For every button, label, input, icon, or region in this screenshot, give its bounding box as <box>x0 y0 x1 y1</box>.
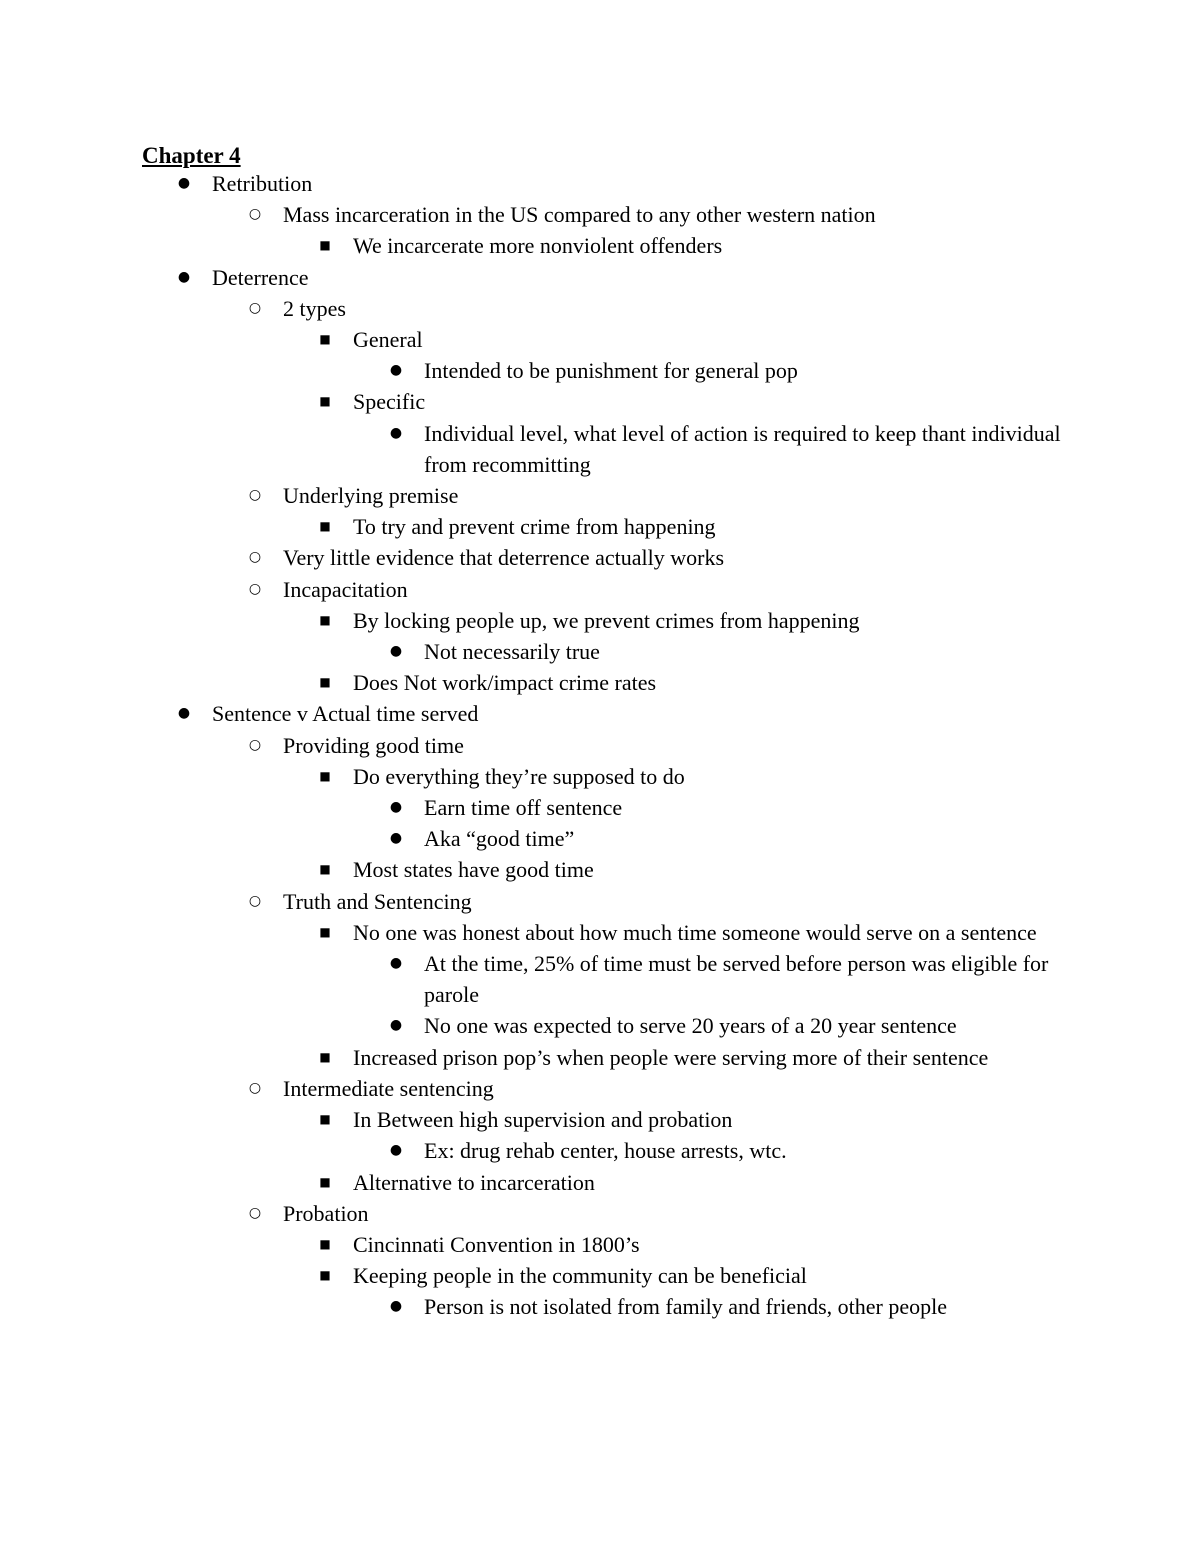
list-item-level-3 <box>0 792 1074 823</box>
bullet-icon: ○ <box>248 892 262 909</box>
list-item-level-1 <box>0 730 1200 761</box>
list-item-text: Person is not isolated from family and friends, other people <box>424 1294 947 1320</box>
bullet-icon: ■ <box>319 1268 331 1283</box>
list-item-text: No one was expected to serve 20 years of a 20 year sentence <box>424 1013 957 1039</box>
bullet-icon: ● <box>389 1142 403 1159</box>
bullet-icon: ■ <box>319 924 331 939</box>
bullet-icon: ■ <box>319 612 331 627</box>
list-item-text: No one was honest about how much time someone would serve on a sentence <box>353 919 1037 945</box>
list-item-level-2 <box>0 1229 1200 1260</box>
list-item-text: General <box>353 327 423 353</box>
list-item-text: Most states have good time <box>353 857 594 883</box>
list-item-text: Alternative to incarceration <box>353 1169 595 1195</box>
list-item-level-3 <box>0 1135 1074 1166</box>
bullet-icon: ● <box>389 799 403 816</box>
list-item-text: Not necessarily true <box>424 639 600 665</box>
bullet-icon: ○ <box>248 580 262 597</box>
bullet-icon: ● <box>177 268 191 285</box>
list-item-level-1 <box>0 480 1200 511</box>
list-item-level-1 <box>0 542 1200 573</box>
list-item-text: 2 types <box>283 295 346 321</box>
bullet-icon: ● <box>389 955 403 972</box>
list-item-text: Ex: drug rehab center, house arrests, wtc. <box>424 1138 787 1164</box>
list-item-text: We incarcerate more nonviolent offenders <box>353 233 723 259</box>
list-item-level-1 <box>0 199 1200 230</box>
list-item-level-3 <box>0 948 1074 1010</box>
bullet-icon: ■ <box>319 1049 331 1064</box>
list-item-text: Aka “good time” <box>424 826 575 852</box>
list-item-level-2 <box>0 386 1200 417</box>
list-item-text: Incapacitation <box>283 576 408 602</box>
bullet-icon: ● <box>389 424 403 441</box>
bullet-icon: ● <box>389 830 403 847</box>
list-item-level-2 <box>0 917 1073 948</box>
list-item-level-2 <box>0 230 1200 261</box>
list-item-level-2 <box>0 1104 1200 1135</box>
bullet-icon: ■ <box>319 1236 331 1251</box>
bullet-icon: ■ <box>319 1112 331 1127</box>
bullet-icon: ■ <box>319 768 331 783</box>
bullet-icon: ● <box>177 175 191 191</box>
list-item-text: Probation <box>283 1200 369 1226</box>
bullet-icon: ● <box>177 705 191 722</box>
list-item-level-2 <box>0 761 1200 792</box>
bullet-icon: ○ <box>248 1204 262 1221</box>
list-item-level-2 <box>0 605 1200 636</box>
list-item-level-2 <box>0 511 1200 542</box>
list-item-level-1 <box>0 886 1200 917</box>
bullet-icon: ● <box>389 1298 403 1315</box>
bullet-icon: ○ <box>248 736 262 753</box>
list-item-level-3 <box>0 1010 1074 1041</box>
bullet-icon: ○ <box>248 1079 262 1096</box>
list-item-level-1 <box>0 574 1200 605</box>
bullet-icon: ○ <box>248 549 262 566</box>
list-item-level-2 <box>0 1167 1200 1198</box>
list-item-text: Underlying premise <box>283 483 459 509</box>
list-item-level-1 <box>0 293 1200 324</box>
bullet-icon: ■ <box>319 332 331 347</box>
notes-outline <box>0 168 1200 1323</box>
list-item-text: Increased prison pop’s when people were serving more of their sentence <box>353 1044 989 1070</box>
list-item-text: Deterrence <box>212 264 309 290</box>
list-item-level-3 <box>0 1291 1074 1322</box>
bullet-icon: ■ <box>319 394 331 409</box>
bullet-icon: ■ <box>319 238 331 253</box>
list-item-text: Does Not work/impact crime rates <box>353 670 657 696</box>
list-item-text: At the time, 25% of time must be served before person was eligible for parole <box>424 951 1049 1008</box>
list-item-level-0 <box>0 168 1200 199</box>
bullet-icon: ○ <box>248 206 262 223</box>
list-item-text: Intended to be punishment for general pop <box>424 358 798 384</box>
bullet-icon: ● <box>389 1017 403 1034</box>
page-title: Chapter 4 <box>142 143 241 168</box>
list-item-level-2 <box>0 324 1200 355</box>
bullet-icon: ● <box>389 362 403 379</box>
list-item-level-3 <box>0 636 1074 667</box>
bullet-icon: ■ <box>319 675 331 690</box>
list-item-level-3 <box>0 823 1074 854</box>
list-item-text: Individual level, what level of action is required to keep thant individual from recommitting <box>424 420 1061 477</box>
bullet-icon: ● <box>389 643 403 660</box>
list-item-text: Earn time off sentence <box>424 795 623 821</box>
bullet-icon: ■ <box>319 519 331 534</box>
list-item-text: Specific <box>353 389 426 415</box>
list-item-level-2 <box>0 1260 1200 1291</box>
list-item-text: Providing good time <box>283 732 464 758</box>
bullet-icon: ○ <box>248 299 262 316</box>
bullet-icon: ○ <box>248 487 262 504</box>
list-item-text: Mass incarceration in the US compared to any other western nation <box>283 202 876 228</box>
list-item-text: In Between high supervision and probation <box>353 1107 733 1133</box>
list-item-text: Retribution <box>212 171 313 196</box>
bullet-icon: ■ <box>319 1174 331 1189</box>
list-item-level-3 <box>0 418 1074 480</box>
list-item-level-2 <box>0 667 1200 698</box>
list-item-text: Truth and Sentencing <box>283 888 472 914</box>
list-item-level-1 <box>0 1073 1200 1104</box>
list-item-level-1 <box>0 1198 1200 1229</box>
list-item-text: Keeping people in the community can be beneficial <box>353 1263 807 1289</box>
list-item-text: Very little evidence that deterrence actually works <box>283 545 725 571</box>
list-item-text: Do everything they’re supposed to do <box>353 763 685 789</box>
list-item-level-0 <box>0 698 1200 729</box>
list-item-text: By locking people up, we prevent crimes from happening <box>353 607 860 633</box>
list-item-level-2 <box>0 1042 1073 1073</box>
list-item-level-2 <box>0 854 1200 885</box>
list-item-text: To try and prevent crime from happening <box>353 514 716 540</box>
bullet-icon: ■ <box>319 862 331 877</box>
list-item-text: Sentence v Actual time served <box>212 701 479 727</box>
list-item-text: Intermediate sentencing <box>283 1075 494 1101</box>
list-item-level-0 <box>0 262 1200 293</box>
list-item-level-3 <box>0 355 1074 386</box>
list-item-text: Cincinnati Convention in 1800’s <box>353 1231 640 1257</box>
